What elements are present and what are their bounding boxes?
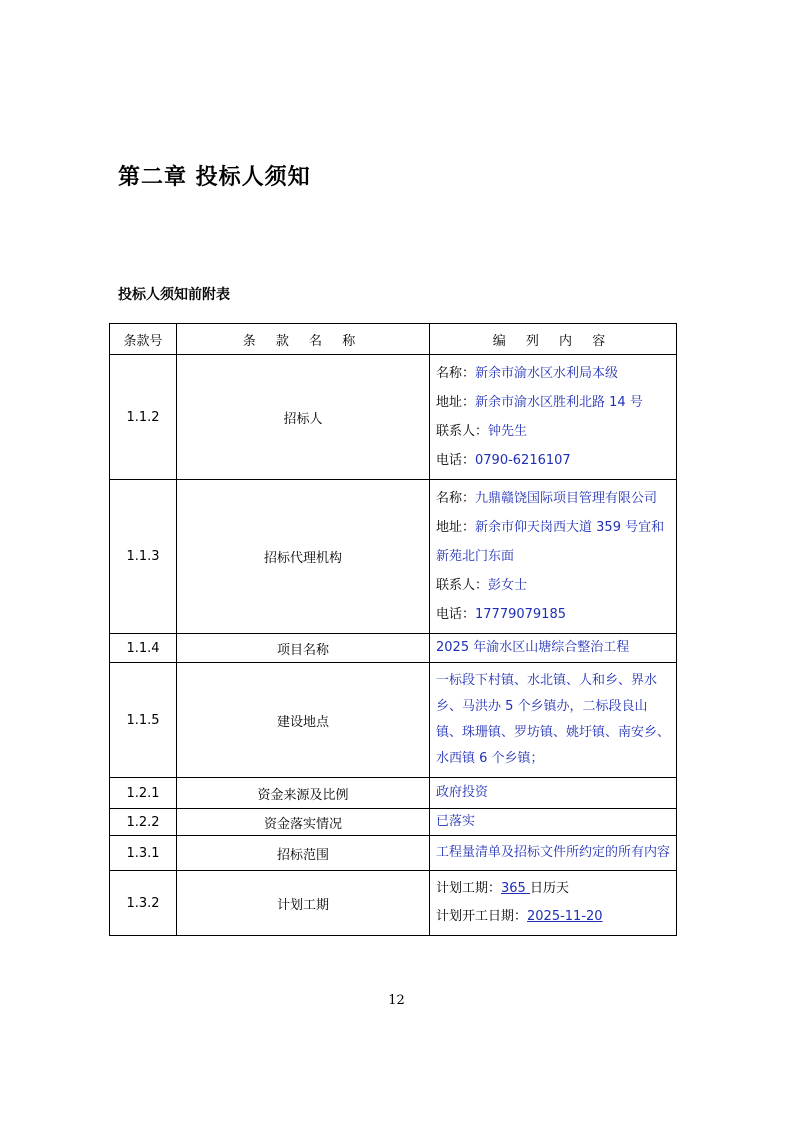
table-row — [110, 778, 677, 809]
clause-name: 计划工期 — [177, 871, 430, 936]
content-line: 计划开工日期：2025-11-20 — [436, 909, 603, 924]
clause-content: 工程量清单及招标文件所约定的所有内容 — [430, 836, 677, 871]
table-row — [110, 355, 677, 480]
header-content: 编 列 内 容 — [430, 324, 677, 355]
clause-no: 1.1.4 — [110, 634, 177, 663]
clause-name: 招标代理机构 — [177, 480, 430, 634]
clause-content: 已落实 — [430, 809, 677, 836]
content-line: 名称：九鼎赣饶国际项目管理有限公司 — [436, 491, 658, 506]
start-date-value: 2025-11-20 — [527, 909, 603, 924]
bidder-instructions-table — [109, 323, 677, 936]
header-clause-no: 条款号 — [110, 324, 177, 355]
content-line: 地址：新余市仰天岗西大道 359 号宜和新苑北门东面 — [436, 520, 665, 564]
table-row — [110, 634, 677, 663]
table-row — [110, 663, 677, 778]
content-line: 计划工期：365 日历天 — [436, 881, 569, 896]
clause-name: 招标人 — [177, 355, 430, 480]
clause-content: 2025 年渝水区山塘综合整治工程 — [430, 634, 677, 663]
clause-no: 1.3.1 — [110, 836, 177, 871]
header-clause-name: 条 款 名 称 — [177, 324, 430, 355]
content-line: 地址：新余市渝水区胜利北路 14 号 — [436, 395, 643, 410]
clause-content — [430, 480, 677, 634]
clause-no: 1.1.2 — [110, 355, 177, 480]
clause-name: 建设地点 — [177, 663, 430, 778]
clause-name: 资金落实情况 — [177, 809, 430, 836]
table-row — [110, 809, 677, 836]
clause-name: 资金来源及比例 — [177, 778, 430, 809]
clause-name: 招标范围 — [177, 836, 430, 871]
clause-no: 1.1.5 — [110, 663, 177, 778]
clause-content — [430, 871, 677, 936]
content-line: 电话：0790-6216107 — [436, 453, 571, 468]
chapter-title: 第二章 投标人须知 — [118, 165, 311, 190]
table-header-row — [110, 324, 677, 355]
table-row — [110, 871, 677, 936]
content-line: 电话：17779079185 — [436, 607, 566, 622]
clause-no: 1.2.1 — [110, 778, 177, 809]
table-caption: 投标人须知前附表 — [118, 287, 230, 303]
clause-no: 1.2.2 — [110, 809, 177, 836]
table-row — [110, 480, 677, 634]
clause-content — [430, 355, 677, 480]
period-value: 365 — [501, 881, 530, 896]
content-line: 名称：新余市渝水区水利局本级 — [436, 366, 619, 381]
clause-no: 1.1.3 — [110, 480, 177, 634]
clause-no: 1.3.2 — [110, 871, 177, 936]
clause-name: 项目名称 — [177, 634, 430, 663]
clause-content: 政府投资 — [430, 778, 677, 809]
page-number: 12 — [388, 993, 405, 1008]
content-line: 联系人：钟先生 — [436, 424, 528, 439]
table-row — [110, 836, 677, 871]
content-line: 联系人：彭女士 — [436, 578, 528, 593]
clause-content: 一标段下村镇、水北镇、人和乡、界水乡、马洪办 5 个乡镇办，二标段良山镇、珠珊镇、罗坊镇、姚圩镇、南安乡、水西镇 6 个乡镇； — [430, 663, 677, 778]
